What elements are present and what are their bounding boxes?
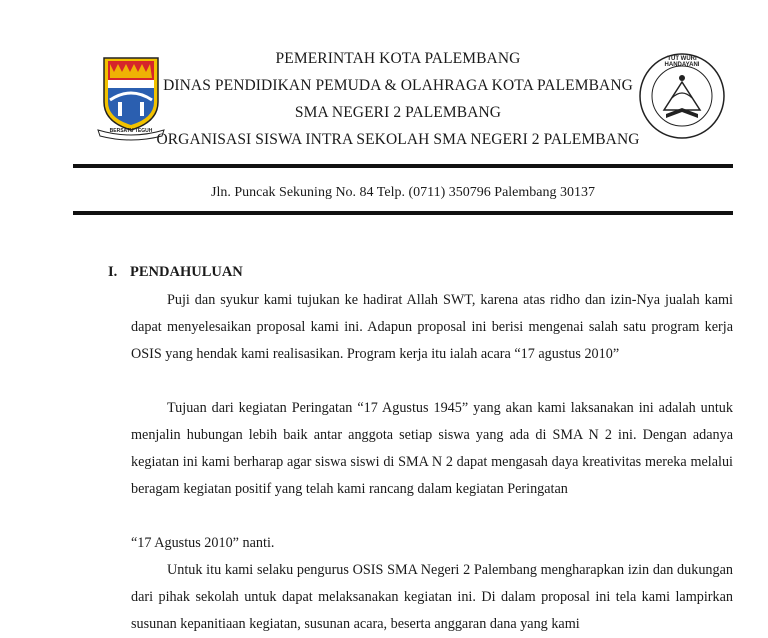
section-heading: [108, 264, 243, 281]
letterhead-line-4: ORGANISASI SISWA INTRA SEKOLAH SMA NEGERI 2 PALEMBANG: [156, 131, 640, 148]
right-logo-motto: TUT WURI HANDAYANI: [664, 56, 700, 68]
letterhead-line-1: PEMERINTAH KOTA PALEMBANG: [275, 50, 521, 67]
paragraph-2-text: Tujuan dari kegiatan Peringatan “17 Agustus 1945” yang akan kami laksanakan ini adalah untuk menjalin hubungan lebih baik antar anggota setiap siswa yang ada di SMA N 2 ini. Dengan adanya kegiatan ini kami berharap agar siswa siswi di SMA N 2 dapat mengasah daya kreativitas mereka melalui beragam kegiatan positif yang telah kami rancang dalam kegiatan Peringatan: [131, 400, 733, 497]
section-title: PENDAHULUAN: [130, 264, 243, 280]
left-logo-motto: BERSATU TEGUH: [109, 128, 153, 134]
paragraph-4-text: Untuk itu kami selaku pengurus OSIS SMA Negeri 2 Palembang mengharapkan izin dan dukungan dari pihak sekolah untuk dapat melaksanakan kegiatan ini. Di dalam proposal ini tela kami lampirkan susunan kepanitiaan kegiatan, susunan acara, beserta anggaran dana yang kami: [131, 562, 733, 632]
paragraph-1: [131, 287, 733, 368]
school-address: Jln. Puncak Sekuning No. 84 Telp. (0711) 350796 Palembang 30137: [211, 185, 595, 200]
letterhead-line-3: SMA NEGERI 2 PALEMBANG: [294, 104, 502, 121]
letterhead-line-2: DINAS PENDIDIKAN PEMUDA & OLAHRAGA KOTA PALEMBANG: [163, 77, 633, 94]
paragraph-3-text: “17 Agustus 2010” nanti.: [131, 535, 275, 551]
paragraph-1-text: Puji dan syukur kami tujukan ke hadirat Allah SWT, karena atas ridho dan izin-Nya jualah kami dapat menyelesaikan proposal kami ini. Adapun proposal ini berisi mengenai salah satu program kerja OSIS yang hendak kami realisasikan. Program kerja itu ialah acara “17 agustus 2010”: [131, 292, 733, 362]
letterhead-rule-top: [73, 164, 733, 168]
letterhead-rule-bottom: [73, 211, 733, 215]
paragraph-4: [131, 557, 733, 638]
section-number: I.: [108, 264, 118, 280]
tut-wuri-handayani-logo: [638, 52, 726, 140]
paragraph-3: [131, 530, 733, 557]
paragraph-2: [131, 395, 733, 503]
